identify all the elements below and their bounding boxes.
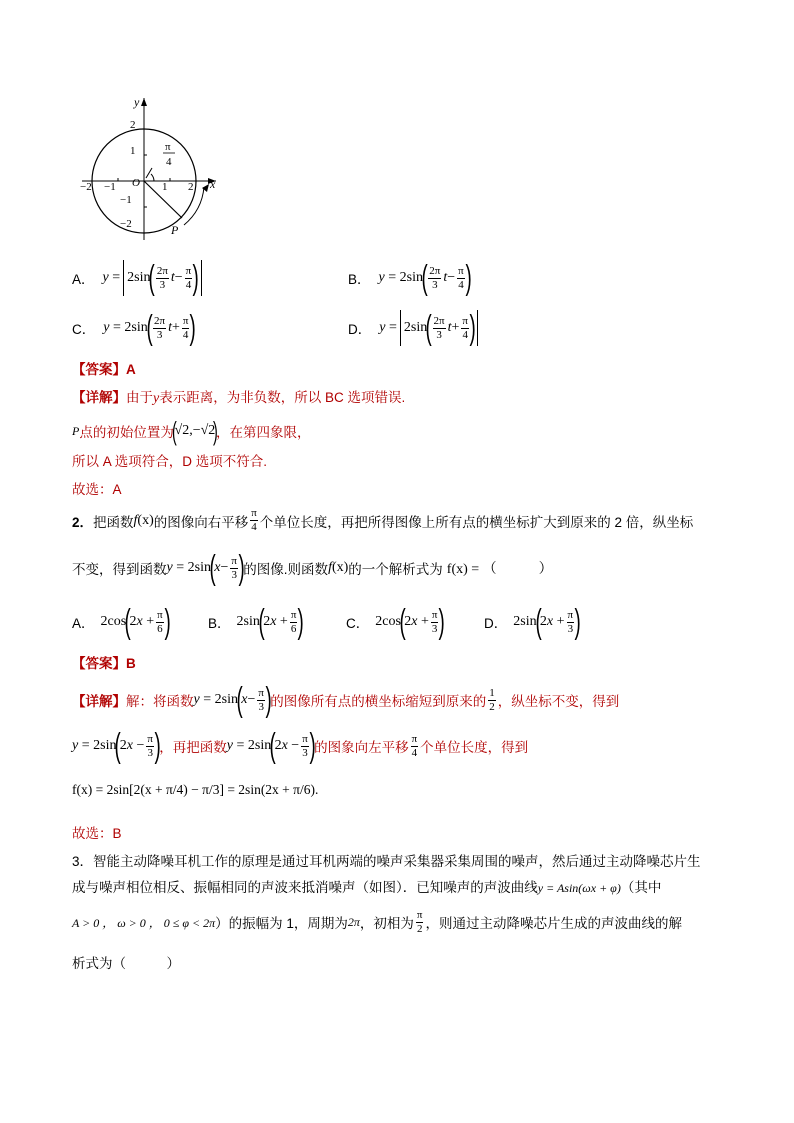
angle-den: 4 — [166, 156, 172, 168]
origin-label: O — [132, 177, 140, 189]
unit-circle-figure — [72, 92, 222, 242]
angle-num: π — [165, 141, 171, 153]
q1-choose: 故选：A — [72, 482, 122, 497]
q3-line-1: 3．智能主动降噪耳机工作的原理是通过耳机两端的噪声采集器采集周围的噪声，然后通过主动降噪芯片生 — [72, 854, 701, 869]
q2-line-1: 2． 把函数 f (x) 的图像向右平移 $\frac{\pi}{4}$ 个单位长度，再把所得图像上所有点的横坐标扩大到原来的 2 倍，纵坐标 — [72, 507, 694, 533]
q2-detail-2: y = 2sin ( 2x − $\frac{\pi}{3}$ ) ，再把函数 y = 2sin ( 2x − $\frac{\pi}{3}$ ) 的图象向左平移 $\frac{\pi}{4}$ 个单位长度，得到 — [72, 727, 529, 765]
y-tick-2: 2 — [130, 119, 136, 131]
rotation-arrow — [184, 187, 204, 225]
x-axis-label: x — [210, 177, 216, 191]
x-tick-m2: −2 — [80, 181, 92, 193]
q2-option-b: B． 2sin ( 2x + $\frac{\pi}{6}$ ) — [208, 603, 305, 641]
x-tick-1: 1 — [162, 181, 168, 193]
q2-choose: 故选：B — [72, 826, 122, 841]
y-tick-m1: −1 — [120, 194, 132, 206]
q1-option-c: C． y = 2sin ( $\frac{2\pi}{3}$ t + $\frac{\pi}{4}$ ) — [72, 309, 197, 347]
q1-detail-1: 【详解】由于y表示距离，为非负数，所以 BC 选项错误. — [72, 390, 406, 406]
angle-arc — [151, 174, 154, 181]
q1-option-b: B． y = 2sin ( $\frac{2\pi}{3}$ t − $\frac{\pi}{4}$ ) — [348, 259, 472, 297]
y-tick-m2: −2 — [120, 218, 132, 230]
point-p-label: P — [171, 223, 179, 237]
q2-option-c: C． 2cos ( 2x + $\frac{\pi}{3}$ ) — [346, 603, 446, 641]
q2-detail-1: 【详解】 解：将函数 y = 2sin ( x − $\frac{\pi}{3}$ ) 的图像所有点的横坐标缩短到原来的 $\frac{1}{2}$ ，纵坐标不变，得到 — [72, 681, 620, 719]
q1-answer: 【答案】A — [72, 362, 136, 377]
q1-detail-2: P 点的初始位置为 ( √2,−√2 ) ，在第四象限， — [72, 416, 311, 446]
q2-option-d: D． 2sin ( 2x + $\frac{\pi}{3}$ ) — [484, 603, 581, 641]
q1-option-a: A． y = 2sin ( $\frac{2\pi}{3}$ t − $\frac{\pi}{4}$ ) — [72, 258, 205, 298]
q2-answer: 【答案】B — [72, 656, 136, 671]
y-axis-label: y — [134, 95, 140, 109]
q3-line-4: 析式为（ ） — [72, 956, 180, 971]
q2-option-a: A． 2cos ( 2x + $\frac{\pi}{6}$ ) — [72, 603, 171, 641]
q2-line-2: 不变，得到函数 y = 2sin ( x − $\frac{\pi}{3}$ ) 的图像.则函数 f (x) 的一个解析式为 f(x) = （ ） — [72, 549, 553, 587]
q3-line-3: A > 0 ， ω > 0 ， 0 ≤ φ < 2π ）的振幅为 1，周期为 2π ，初相为 $\frac{\pi}{2}$ ，则通过主动降噪芯片生成的声波曲线的解 — [72, 908, 682, 935]
q1-option-d: D． y = 2sin ( $\frac{2\pi}{3}$ t + $\frac{\pi}{4}$ ) — [348, 308, 481, 348]
x-tick-m1: −1 — [104, 181, 116, 193]
q3-line-2: 成与噪声相位相反、振幅相同的声波来抵消噪声（如图）．已知噪声的声波曲线y = Asin(ωx + φ)（其中 — [72, 880, 662, 895]
y-tick-1: 1 — [130, 145, 136, 157]
q2-detail-3: f(x) = 2sin[2(x + π/4) − π/3] = 2sin(2x + π/6). — [72, 782, 319, 797]
q1-detail-3: 所以 A 选项符合，D 选项不符合. — [72, 454, 268, 469]
x-tick-2: 2 — [188, 181, 194, 193]
